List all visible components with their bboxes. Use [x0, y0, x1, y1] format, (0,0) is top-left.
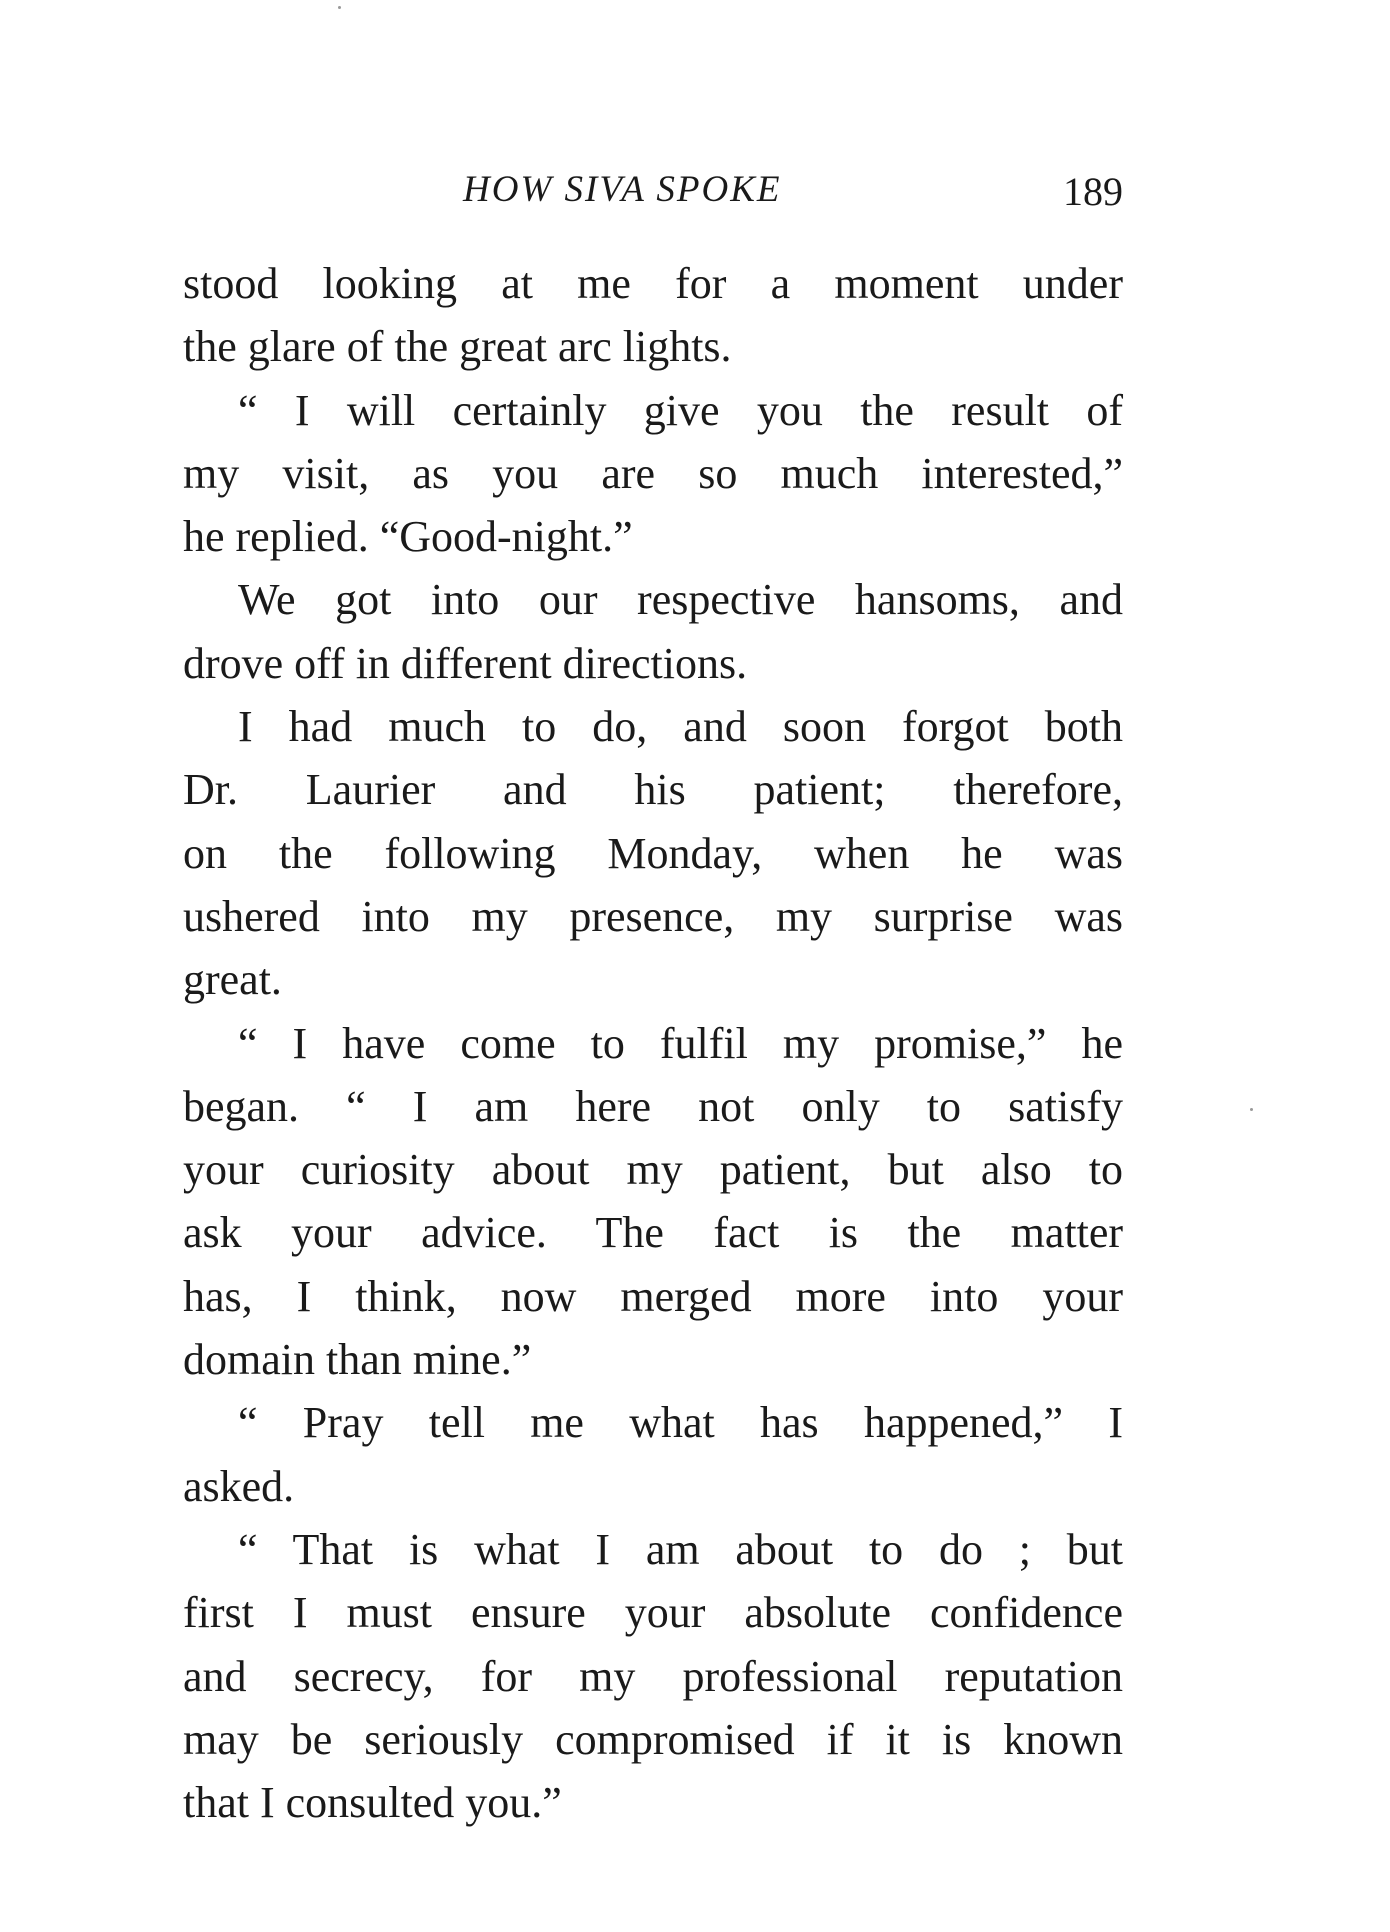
text-line: and secrecy, for my professional reputation	[183, 1651, 1123, 1701]
text-line: may be seriously compromised if it is known	[183, 1714, 1123, 1764]
text-line: “ Pray tell me what has happened,” I	[238, 1398, 1123, 1448]
text-line: “ I will certainly give you the result of	[238, 385, 1123, 435]
text-line: he replied. “Good-night.”	[183, 512, 633, 562]
page-number: 189	[1063, 169, 1123, 214]
running-head	[183, 168, 1123, 228]
text-line: first I must ensure your absolute confidence	[183, 1588, 1123, 1638]
text-line: “ That is what I am about to do ; but	[238, 1524, 1123, 1574]
text-line: stood looking at me for a moment under	[183, 259, 1123, 308]
text-line: that I consulted you.”	[183, 1778, 562, 1828]
text-line: drove off in different directions.	[183, 638, 748, 688]
text-line: asked.	[183, 1461, 295, 1511]
text-line: has, I think, now merged more into your	[183, 1271, 1123, 1321]
text-line: my visit, as you are so much interested,”	[183, 448, 1123, 498]
text-line: I had much to do, and soon forgot both	[238, 702, 1123, 752]
body-text	[183, 252, 1123, 1834]
text-line: great.	[183, 955, 282, 1005]
text-line: “ I have come to fulfil my promise,” he	[238, 1018, 1123, 1068]
text-line: your curiosity about my patient, but also to	[183, 1145, 1123, 1195]
text-line: the glare of the great arc lights.	[183, 322, 732, 372]
text-line: on the following Monday, when he was	[183, 828, 1123, 878]
running-title: HOW SIVA SPOKE	[463, 169, 782, 210]
text-line: ushered into my presence, my surprise was	[183, 891, 1123, 941]
text-line: ask your advice. The fact is the matter	[183, 1208, 1123, 1258]
text-line: Dr. Laurier and his patient; therefore,	[183, 765, 1123, 815]
scan-speck	[338, 6, 341, 9]
text-line: domain than mine.”	[183, 1335, 532, 1385]
scan-speck	[1250, 1108, 1253, 1111]
text-line: began. “ I am here not only to satisfy	[183, 1081, 1123, 1131]
text-line: We got into our respective hansoms, and	[238, 575, 1123, 625]
